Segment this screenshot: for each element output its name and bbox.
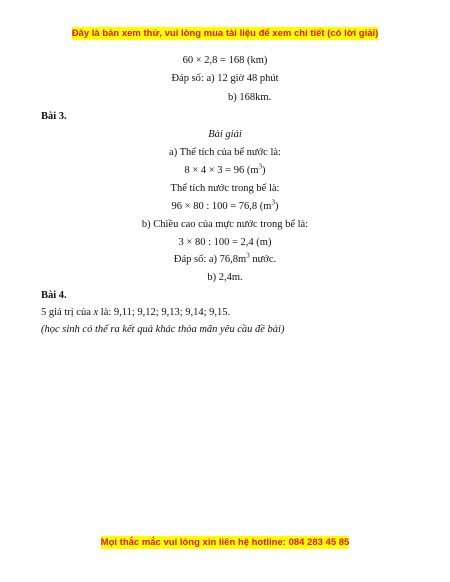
height-calc: 3 × 80 : 100 = 2,4 (m) — [178, 237, 272, 248]
part-a-label: a) Thể tích của bể nước là: — [169, 147, 281, 158]
water-close: ) — [274, 201, 279, 212]
bai3-answer-a-prefix: Đáp số: a) 76,8m — [173, 254, 247, 265]
answer-b: b) 168km. — [228, 92, 272, 103]
distance-calc: 60 × 2,8 = 168 (km) — [182, 55, 268, 66]
volume-calc — [0, 164, 450, 177]
bai4-note: (học sinh có thể ra kết quả khác thỏa mãn yêu cầu đề bài) — [41, 324, 285, 335]
water-unit-sup: 3 — [271, 198, 275, 207]
water-volume-label: Thể tích nước trong bể là: — [170, 183, 280, 194]
part-b-label: b) Chiều cao của mực nước trong bể là: — [141, 219, 309, 230]
volume-unit-sup: 3 — [258, 162, 263, 171]
header-banner — [0, 28, 450, 39]
bai3-answer-b: b) 2,4m. — [207, 272, 243, 283]
bai3-answer-a-suffix: nước. — [249, 254, 277, 265]
bai4-line-suffix: là: 9,11; 9,12; 9,13; 9,14; 9,15. — [98, 307, 231, 318]
water-volume-text: 96 × 80 : 100 = 76,8 (m — [171, 201, 272, 212]
bai4-line — [41, 306, 230, 319]
footer-banner — [0, 537, 450, 548]
bai3-title: Bài 3. — [41, 111, 67, 122]
bai3-answer-a — [0, 253, 450, 266]
water-volume-calc — [0, 200, 450, 213]
answer-a: Đáp số: a) 12 giờ 48 phút — [171, 73, 279, 84]
volume-calc-text: 8 × 4 × 3 = 96 (m — [184, 165, 259, 176]
bai3-answer-a-sup: 3 — [246, 251, 250, 260]
solution-heading: Bài giải — [208, 129, 242, 140]
bai4-var: x — [93, 307, 99, 318]
bai4-line-prefix: 5 giá trị của — [41, 307, 94, 318]
header-banner-text: Đây là bản xem thử, vui lòng mua tài liệu để xem chi tiết (có lời giải) — [71, 28, 379, 39]
bai4-title: Bài 4. — [41, 290, 67, 301]
footer-banner-text: Mọi thắc mắc vui lòng xin liên hệ hotline: 084 283 45 85 — [100, 537, 350, 548]
volume-close: ) — [262, 165, 266, 176]
